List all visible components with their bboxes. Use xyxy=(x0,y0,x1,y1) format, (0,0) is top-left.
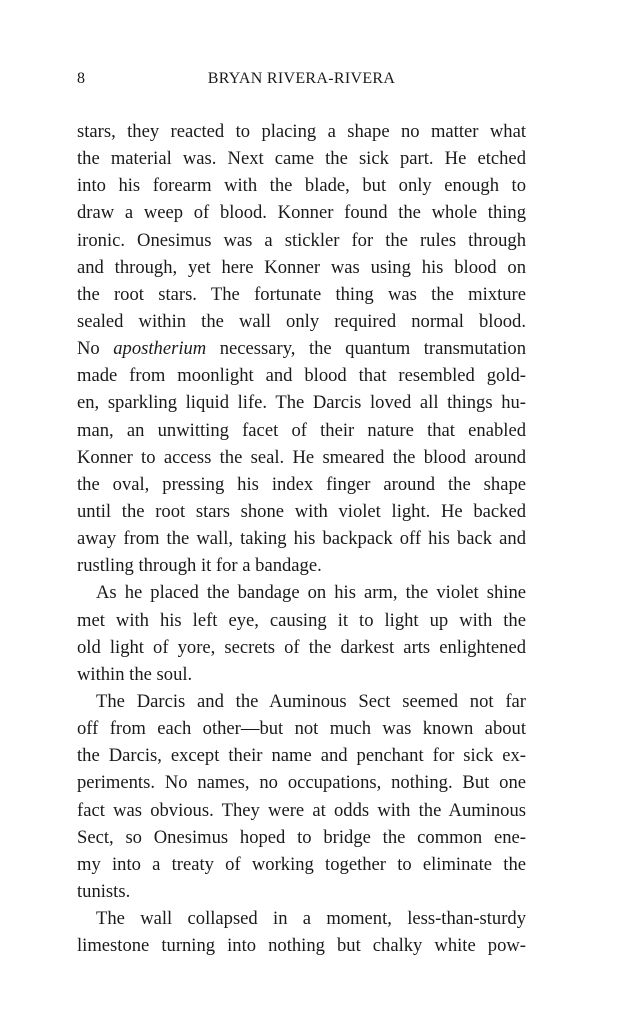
text-line: The wall collapsed in a moment, less-than-sturdy xyxy=(96,908,526,930)
body-text xyxy=(77,118,526,959)
italic-term: apostherium xyxy=(113,338,207,360)
text-line: and through, yet here Konner was using his blood on xyxy=(77,256,526,278)
running-head xyxy=(77,70,526,94)
text-line: Sect, so Onesimus hoped to bridge the common ene- xyxy=(77,826,526,848)
text-line: fact was obvious. They were at odds with the Auminous xyxy=(77,799,526,821)
text-line: off from each other—but not much was known about xyxy=(77,718,526,740)
text-line: man, an unwitting facet of their nature that enabled xyxy=(77,419,526,441)
text-line: The Darcis and the Auminous Sect seemed not far xyxy=(96,690,526,712)
text-line: stars, they reacted to placing a shape no matter what xyxy=(77,121,526,142)
text-line: the material was. Next came the sick part. He etched xyxy=(77,148,526,170)
text-line: en, sparkling liquid life. The Darcis loved all things hu- xyxy=(77,392,526,414)
text-line: periments. No names, no occupations, nothing. But one xyxy=(77,772,526,794)
running-head-author: BRYAN RIVERA-RIVERA xyxy=(207,70,396,87)
text-fragment: necessary, the quantum transmutation xyxy=(206,338,527,360)
text-line-with-italic xyxy=(77,335,526,362)
text-line: within the soul. xyxy=(77,663,193,685)
text-line: met with his left eye, causing it to light up with the xyxy=(77,609,526,631)
text-line: As he placed the bandage on his arm, the violet shine xyxy=(96,582,526,604)
page-number: 8 xyxy=(77,70,85,87)
text-line: made from moonlight and blood that resembled gold- xyxy=(77,365,526,387)
text-line: ironic. Onesimus was a stickler for the rules through xyxy=(77,229,526,251)
text-fragment: No xyxy=(77,338,114,360)
text-line: the oval, pressing his index finger around the shape xyxy=(77,473,526,495)
text-line: the root stars. The fortunate thing was the mixture xyxy=(77,283,526,305)
text-line: into his forearm with the blade, but only enough to xyxy=(77,175,526,197)
text-line: tunists. xyxy=(77,880,131,902)
text-line: the Darcis, except their name and penchant for sick ex- xyxy=(77,745,526,767)
text-line: limestone turning into nothing but chalky white pow- xyxy=(77,935,526,957)
text-line: draw a weep of blood. Konner found the whole thing xyxy=(77,202,526,224)
text-line: rustling through it for a bandage. xyxy=(77,555,322,577)
text-line: until the root stars shone with violet light. He backed xyxy=(77,500,526,522)
text-line: away from the wall, taking his backpack off his back and xyxy=(77,528,526,550)
text-line: old light of yore, secrets of the darkest arts enlightened xyxy=(77,636,526,658)
text-line: Konner to access the seal. He smeared the blood around xyxy=(77,446,526,468)
text-line: my into a treaty of working together to eliminate the xyxy=(77,853,526,875)
text-line: sealed within the wall only required normal blood. xyxy=(77,310,526,332)
